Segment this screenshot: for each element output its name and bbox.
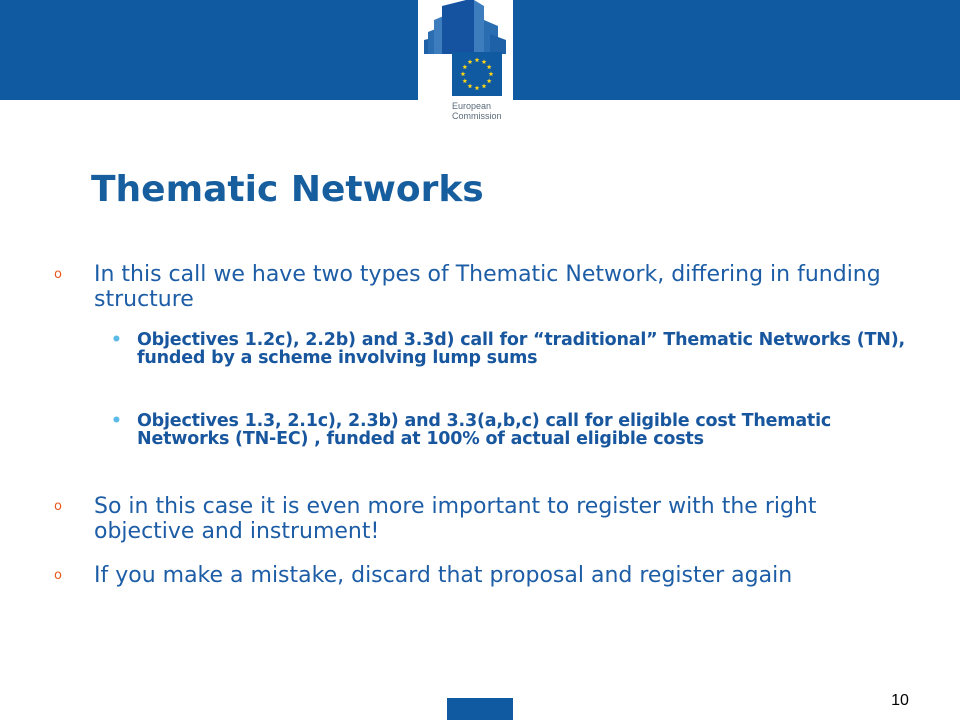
eu-star-icon [487, 64, 492, 69]
eu-star-icon [487, 78, 492, 83]
bullet-marker: o [54, 568, 62, 583]
eu-star-icon [475, 85, 480, 90]
eu-star-icon [461, 71, 466, 76]
eu-flag-stars [452, 52, 502, 96]
bullet-text: In this call we have two types of Thematic Network, differing in funding structure [94, 262, 881, 312]
logo-line-commission: Commission [452, 111, 502, 121]
eu-star-icon [489, 71, 494, 76]
eu-star-icon [462, 78, 467, 83]
sub-bullet-text: Objectives 1.2c), 2.2b) and 3.3d) call for “traditional” Thematic Networks (TN), funded by a scheme involving lump sums [137, 330, 905, 368]
sub-bullet-marker: • [111, 411, 122, 431]
sub-bullet-marker: • [111, 330, 122, 350]
bullet-text: If you make a mistake, discard that proposal and register again [94, 563, 793, 588]
bullet-marker: o [54, 267, 62, 282]
eu-star-icon [482, 84, 487, 89]
bullet-marker: o [54, 499, 62, 514]
footer-band [447, 698, 513, 720]
sub-bullet-item [111, 330, 912, 368]
eu-star-icon [475, 57, 480, 62]
sub-bullet-item [111, 411, 912, 449]
bullet-text: So in this case it is even more important to register with the right objective and instrument! [94, 494, 817, 544]
eu-star-icon [468, 84, 473, 89]
bullet-item [54, 262, 904, 312]
eu-star-icon [468, 59, 473, 64]
logo-wordmark [452, 101, 502, 121]
page-number: 10 [891, 692, 909, 709]
eu-star-icon [462, 64, 467, 69]
bullet-item [54, 563, 904, 588]
sub-bullet-text: Objectives 1.3, 2.1c), 2.3b) and 3.3(a,b,c) call for eligible cost Thematic Networks (TN-EC) , funded at 100% of actual eligible costs [137, 411, 832, 449]
page-title: Thematic Networks [91, 169, 484, 210]
bullet-item [54, 494, 904, 544]
logo-line-european: European [452, 101, 492, 111]
eu-star-icon [482, 59, 487, 64]
